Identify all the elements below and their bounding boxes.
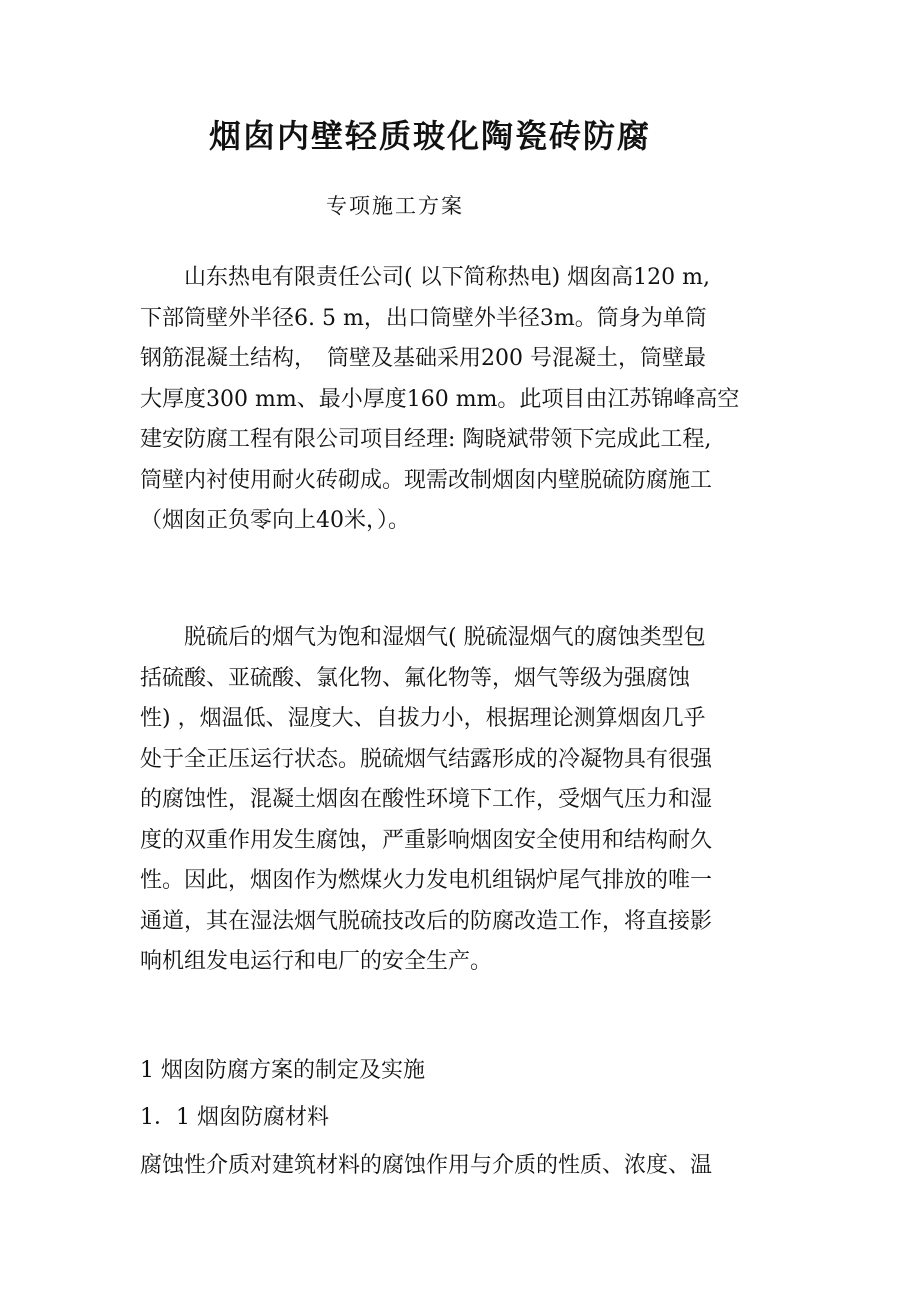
paragraph-line: 响机组发电运行和电厂的安全生产。 (140, 949, 493, 974)
paragraph-line: 钢筋混凝土结构， 筒壁及基础采用200 号混凝土，筒壁最 (140, 346, 706, 371)
paragraph-line: 性) ，烟温低、湿度大、自拔力小，根据理论测算烟囱几乎 (140, 706, 706, 731)
paragraph-line: 建安防腐工程有限公司项目经理: 陶晓斌带领下完成此工程, (140, 427, 712, 452)
document-title: 烟囱内壁轻质玻化陶瓷砖防腐 (208, 117, 651, 155)
paragraph-corrosion-analysis (140, 618, 790, 983)
section-heading-1: 1 烟囱防腐方案的制定及实施 (140, 1058, 425, 1083)
paragraph-line: 括硫酸、亚硫酸、氯化物、氟化物等，烟气等级为强腐蚀 (140, 665, 691, 691)
paragraph-line: 大厚度300 mm、最小厚度160 mm。此项目由江苏锦峰高空 (140, 386, 740, 412)
paragraph-materials (140, 1146, 790, 1187)
paragraph-project-overview (140, 258, 790, 542)
section-heading-1-1: 1．1 烟囱防腐材料 (140, 1105, 329, 1130)
paragraph-line: （烟囱正负零向上40米，）。 (140, 508, 410, 533)
paragraph-line: 处于全正压运行状态。脱硫烟气结露形成的冷凝物具有很强 (140, 746, 713, 772)
paragraph-line: 山东热电有限责任公司( 以下简称热电) 烟囱高120 m, (140, 265, 710, 290)
paragraph-line: 度的双重作用发生腐蚀，严重影响烟囱安全使用和结构耐久 (140, 827, 713, 853)
paragraph-line: 腐蚀性介质对建筑材料的腐蚀作用与介质的性质、浓度、温 (140, 1153, 713, 1178)
paragraph-line: 的腐蚀性，混凝土烟囱在酸性环境下工作，受烟气压力和湿 (140, 787, 713, 812)
document-subtitle: 专项施工方案 (326, 194, 464, 218)
paragraph-line: 脱硫后的烟气为饱和湿烟气( 脱硫湿烟气的腐蚀类型包 (140, 625, 706, 650)
paragraph-line: 通道，其在湿法烟气脱硫技改后的防腐改造工作，将直接影 (140, 908, 713, 934)
paragraph-line: 性。因此，烟囱作为燃煤火力发电机组锅炉尾气排放的唯一 (140, 868, 713, 893)
paragraph-line: 筒壁内衬使用耐火砖砌成。现需改制烟囱内壁脱硫防腐施工 (140, 467, 713, 493)
paragraph-line: 下部筒壁外半径6. 5 m，出口筒壁外半径3m。筒身为单筒 (140, 305, 707, 331)
